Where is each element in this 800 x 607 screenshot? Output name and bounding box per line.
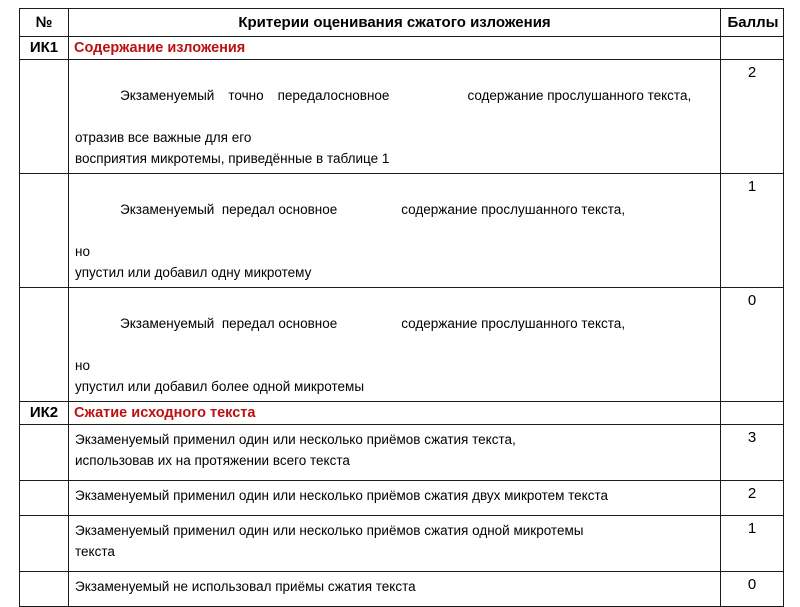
- criterion-points-cell: 2: [721, 481, 784, 516]
- criterion-text-line1: Экзаменуемый применил один или несколько приёмов сжатия текста,: [75, 432, 516, 447]
- criterion-text-word: точно: [228, 88, 264, 103]
- section-title-ik2: Сжатие исходного текста: [69, 402, 721, 425]
- criterion-text-word: содержание прослушанного текста,: [401, 316, 626, 331]
- criterion-number-cell: [20, 425, 69, 481]
- criterion-text-line1: Экзаменуемый применил один или несколько приёмов сжатия двух микротем текста: [75, 488, 609, 503]
- criterion-points-cell: 1: [721, 516, 784, 572]
- section-points-cell-ik1: [721, 37, 784, 60]
- criterion-text-cell: [69, 288, 721, 402]
- criterion-text-cell: [69, 516, 721, 572]
- criterion-text-line2: но: [75, 358, 90, 373]
- criterion-row: [20, 60, 784, 174]
- section-code-ik2: ИК2: [20, 402, 69, 425]
- criterion-text-line2: отразив все важные для его: [75, 130, 252, 145]
- criterion-text-cell: [69, 174, 721, 288]
- criterion-text-word: Экзаменуемый передал основное: [120, 316, 338, 331]
- criterion-text-word: Экзаменуемый: [120, 88, 215, 103]
- criterion-text-cell: [69, 572, 721, 607]
- criterion-points-cell: 3: [721, 425, 784, 481]
- criterion-points-cell: 2: [721, 60, 784, 174]
- criterion-points-cell: 0: [721, 572, 784, 607]
- criterion-text-line1: Экзаменуемый применил один или несколько приёмов сжатия одной микротемы: [75, 523, 584, 538]
- criterion-row: [20, 481, 784, 516]
- criterion-number-cell: [20, 174, 69, 288]
- criterion-row: [20, 174, 784, 288]
- criterion-points-cell: 0: [721, 288, 784, 402]
- criterion-text-word: содержание прослушанного текста,: [401, 202, 626, 217]
- criterion-row: [20, 516, 784, 572]
- criterion-text-line3: восприятия микротемы, приведённые в таблице 1: [75, 151, 390, 166]
- criterion-text-cell: [69, 425, 721, 481]
- criterion-row: [20, 572, 784, 607]
- criterion-number-cell: [20, 288, 69, 402]
- section-title-ik1: Содержание изложения: [69, 37, 721, 60]
- criterion-text-line3: упустил или добавил более одной микротемы: [75, 379, 365, 394]
- section-code-ik1: ИК1: [20, 37, 69, 60]
- table-header-row: [20, 9, 784, 37]
- criterion-number-cell: [20, 572, 69, 607]
- section-header-row-ik2: [20, 402, 784, 425]
- header-criteria-cell: Критерии оценивания сжатого изложения: [69, 9, 721, 37]
- criterion-text-cell: [69, 481, 721, 516]
- header-points-cell: Баллы: [721, 9, 784, 37]
- criterion-number-cell: [20, 516, 69, 572]
- criterion-text-word: Экзаменуемый передал основное: [120, 202, 338, 217]
- criterion-text-line3: упустил или добавил одну микротему: [75, 265, 312, 280]
- criterion-points-cell: 1: [721, 174, 784, 288]
- assessment-criteria-table: [19, 8, 784, 607]
- criterion-text-word: содержание прослушанного текста,: [467, 88, 692, 103]
- criterion-text-line2: использовав их на протяжении всего текста: [75, 453, 350, 468]
- criterion-text-line2: текста: [75, 544, 115, 559]
- criterion-text-line2: но: [75, 244, 90, 259]
- criterion-text-word: передалосновное: [277, 88, 390, 103]
- criterion-text-line1: Экзаменуемый не использовал приёмы сжатия текста: [75, 579, 416, 594]
- header-number-cell: №: [20, 9, 69, 37]
- criterion-row: [20, 288, 784, 402]
- section-points-cell-ik2: [721, 402, 784, 425]
- section-header-row-ik1: [20, 37, 784, 60]
- criterion-number-cell: [20, 481, 69, 516]
- criterion-text-cell: [69, 60, 721, 174]
- criterion-row: [20, 425, 784, 481]
- criterion-number-cell: [20, 60, 69, 174]
